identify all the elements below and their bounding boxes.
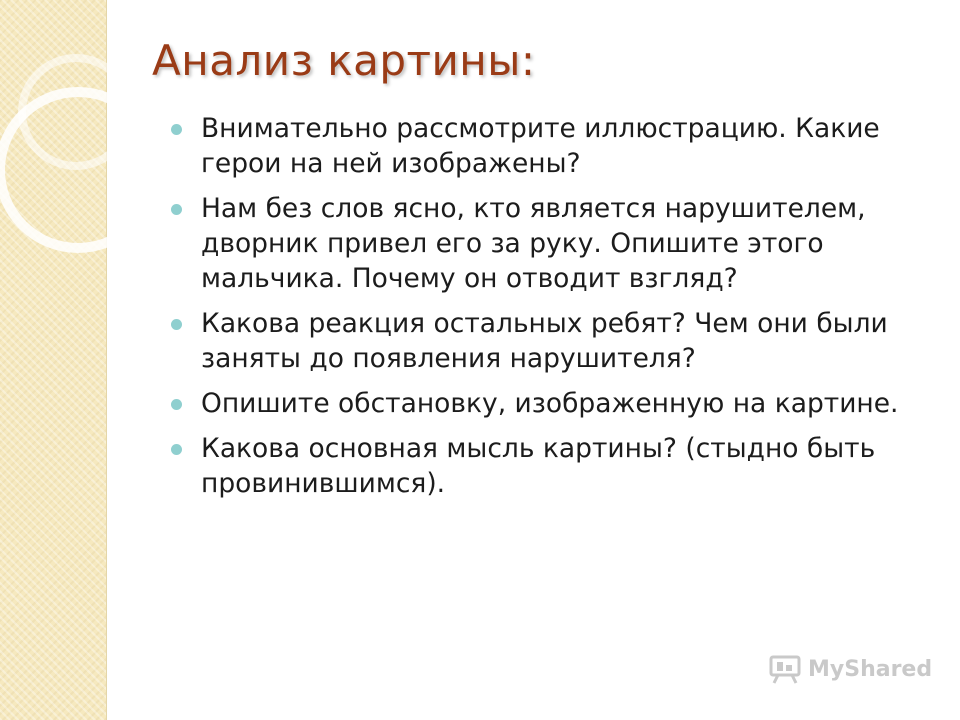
- bullet-dot-icon: [171, 124, 182, 135]
- bullet-text: Опишите обстановку, изображенную на картине.: [201, 388, 899, 419]
- bullet-dot-icon: [171, 444, 182, 455]
- bullet-item: [164, 386, 924, 421]
- watermark-text: MyShared: [808, 656, 933, 682]
- bullet-list: [164, 111, 924, 511]
- bullet-text: Внимательно рассмотрите иллюстрацию. Какие герои на ней изображены?: [201, 113, 880, 179]
- bullet-item: [164, 111, 924, 181]
- bullet-item: [164, 191, 924, 296]
- bullet-dot-icon: [171, 204, 182, 215]
- presentation-board-icon: [768, 654, 802, 684]
- bullet-dot-icon: [171, 399, 182, 410]
- bullet-item: [164, 431, 924, 501]
- slide-title: Анализ картины:: [152, 36, 536, 85]
- bullet-text: Какова реакция остальных ребят? Чем они были заняты до появления нарушителя?: [201, 308, 888, 374]
- bullet-text: Нам без слов ясно, кто является нарушителем, дворник привел его за руку. Опишите этого мальчика. Почему он отводит взгляд?: [201, 193, 866, 294]
- watermark-logo: [768, 654, 932, 684]
- bullet-item: [164, 306, 924, 376]
- bullet-text: Какова основная мысль картины? (стыдно быть провинившимся).: [201, 433, 876, 499]
- bullet-dot-icon: [171, 319, 182, 330]
- decorative-circle-small: [22, 58, 130, 166]
